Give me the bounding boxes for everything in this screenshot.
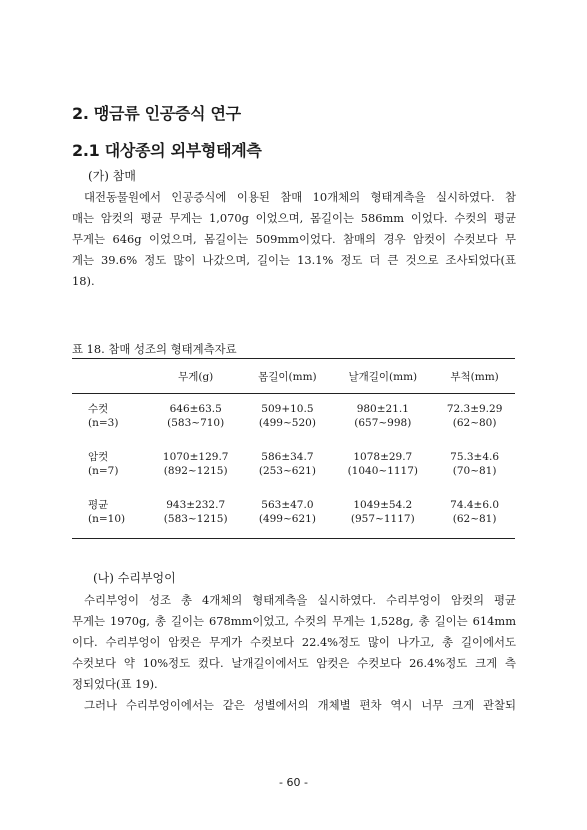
row-label-cell (72, 498, 148, 539)
row-label: 평균 (88, 499, 109, 511)
paragraph-line: 이다. 수리부엉이 암컷은 무게가 수컷보다 22.4%정도 많이 나가고, 총 길이에서도 (72, 635, 516, 649)
cell-mean: 943±232.7 (166, 499, 226, 511)
cell-mean: 586±34.7 (261, 451, 314, 463)
row-count: (n=3) (88, 417, 119, 429)
cell-range: (583~710) (167, 417, 225, 429)
row-count: (n=7) (88, 465, 119, 477)
paragraph-line: 대전동물원에서 인공증식에 이용된 참매 10개체의 형태계측을 실시하였다. 참 (84, 190, 516, 204)
table-caption: 표 18. 참매 성조의 형태계측자료 (72, 342, 237, 356)
cell-range: (499~621) (258, 513, 316, 525)
cell-mean: 72.3±9.29 (446, 403, 503, 415)
table-cell (148, 450, 243, 498)
table-cell (331, 450, 434, 498)
morphometry-table (72, 358, 515, 539)
table-header-cell: 몸길이(mm) (243, 359, 331, 394)
cell-mean: 1070±129.7 (162, 451, 229, 463)
page-number: - 60 - (279, 776, 308, 789)
row-label: 암컷 (88, 451, 109, 463)
table-header-cell: 날개길이(mm) (331, 359, 434, 394)
cell-range: (70~81) (452, 465, 497, 477)
part-b-heading: (나) 수리부엉이 (93, 571, 176, 585)
table-cell (434, 394, 515, 451)
row-label: 수컷 (88, 403, 109, 415)
paragraph-line: 무게는 646g 이었으며, 몸길이는 509mm이었다. 참매의 경우 암컷이 수컷보다 무 (72, 232, 516, 246)
part-a-heading: (가) 참매 (88, 169, 136, 183)
paragraph-line: 그러나 수리부엉이에서는 같은 성별에서의 개체별 편차 역시 너무 크게 관찰되 (84, 698, 516, 712)
table-cell (331, 498, 434, 539)
cell-mean: 509+10.5 (261, 403, 314, 415)
table-cell (243, 394, 331, 451)
cell-range: (892~1215) (163, 465, 228, 477)
cell-mean: 75.3±4.6 (450, 451, 500, 463)
cell-mean: 1049±54.2 (353, 499, 413, 511)
table-row (72, 498, 515, 539)
table-cell (434, 498, 515, 539)
cell-range: (583~1215) (163, 513, 228, 525)
cell-range: (62~80) (452, 417, 497, 429)
table-cell (148, 394, 243, 451)
cell-range: (253~621) (258, 465, 316, 477)
cell-mean: 1078±29.7 (353, 451, 413, 463)
paragraph-line: 무게는 1970g, 총 길이는 678mm이었고, 수컷의 무게는 1,528g, 총 길이는 614mm (72, 614, 516, 628)
section-title: 2. 맹금류 인공증식 연구 (72, 104, 241, 123)
table-cell (331, 394, 434, 451)
cell-mean: 74.4±6.0 (450, 499, 500, 511)
cell-range: (657~998) (354, 417, 412, 429)
cell-mean: 563±47.0 (261, 499, 314, 511)
cell-range: (499~520) (258, 417, 316, 429)
row-label-cell (72, 394, 148, 451)
part-b-paragraph (72, 590, 516, 716)
table-header-cell: 무게(g) (148, 359, 243, 394)
row-label-cell (72, 450, 148, 498)
cell-range: (957~1117) (350, 513, 415, 525)
table-cell (148, 498, 243, 539)
table-header-row (72, 359, 515, 394)
subsection-title: 2.1 대상종의 외부형태계측 (72, 141, 262, 160)
cell-range: (1040~1117) (347, 465, 419, 477)
cell-mean: 646±63.5 (169, 403, 222, 415)
table-cell (243, 498, 331, 539)
table-header-cell: 부척(mm) (434, 359, 515, 394)
part-a-paragraph (72, 187, 516, 292)
paragraph-line: 정되었다(표 19). (72, 677, 158, 691)
cell-mean: 980±21.1 (356, 403, 409, 415)
table-row (72, 450, 515, 498)
cell-range: (62~81) (452, 513, 497, 525)
paragraph-line: 수컷보다 약 10%정도 컸다. 날개길이에서도 암컷은 수컷보다 26.4%정도 크게 측 (72, 656, 516, 670)
row-count: (n=10) (88, 513, 126, 525)
table-header-cell (72, 359, 148, 394)
table-row (72, 394, 515, 451)
paragraph-line: 18). (72, 274, 95, 288)
paragraph-line: 게는 39.6% 정도 많이 나갔으며, 길이는 13.1% 정도 더 큰 것으로 조사되었다(표 (72, 253, 516, 267)
paragraph-line: 수리부엉이 성조 총 4개체의 형태계측을 실시하였다. 수리부엉이 암컷의 평균 (84, 593, 516, 607)
paragraph-line: 매는 암컷의 평균 무게는 1,070g 이었으며, 몸길이는 586mm 이었다. 수컷의 평균 (72, 211, 516, 225)
table-cell (243, 450, 331, 498)
table-cell (434, 450, 515, 498)
